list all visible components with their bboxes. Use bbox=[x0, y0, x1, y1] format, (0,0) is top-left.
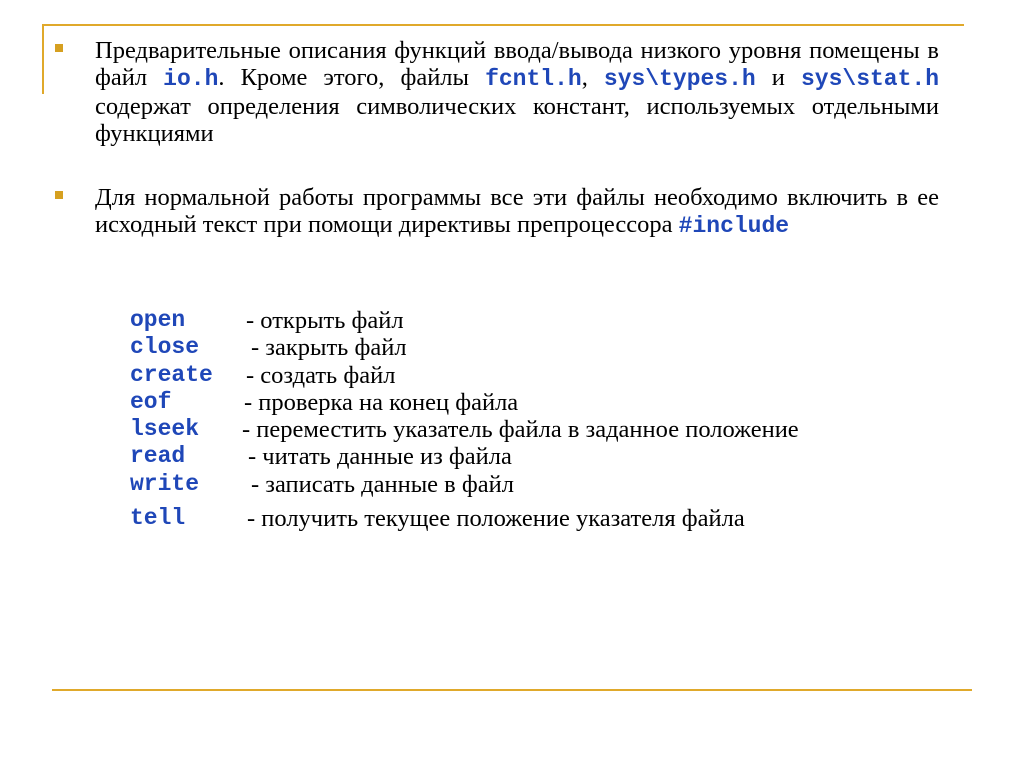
bullet-item-headers bbox=[55, 37, 939, 147]
bullet-text bbox=[95, 37, 939, 147]
function-name: create bbox=[130, 361, 213, 388]
function-row-close bbox=[130, 334, 950, 361]
bottom-divider bbox=[52, 689, 972, 691]
code-sys-types-h: sys\types.h bbox=[603, 66, 756, 92]
code-include: #include bbox=[678, 213, 790, 239]
code-fcntl-h: fcntl.h bbox=[485, 66, 582, 92]
function-description: - проверка на конец файла bbox=[244, 388, 519, 416]
function-description: - переместить указатель файла в заданное положение bbox=[242, 416, 799, 444]
function-name: write bbox=[130, 470, 200, 497]
code-io-h: io.h bbox=[163, 66, 219, 92]
bullet-text bbox=[95, 184, 939, 240]
text-run: Предварительные описания функций ввода/вывода низкого уровня помещены в файл bbox=[95, 37, 939, 91]
text-run: Для нормальной работы программы все эти файлы необходимо включить в ее исходный текст при помощи директивы препроцессора bbox=[95, 184, 939, 238]
function-description: - получить текущее положение указателя файла bbox=[247, 505, 745, 533]
function-list bbox=[130, 307, 950, 532]
function-row-open bbox=[130, 307, 950, 334]
function-row-lseek bbox=[130, 416, 950, 443]
function-row-read bbox=[130, 443, 950, 470]
function-name: open bbox=[130, 307, 186, 333]
text-run: и bbox=[755, 64, 801, 91]
square-bullet-icon bbox=[55, 44, 63, 52]
function-row-create bbox=[130, 362, 950, 389]
left-divider bbox=[42, 24, 44, 94]
function-row-write bbox=[130, 471, 950, 498]
square-bullet-icon bbox=[55, 191, 63, 199]
function-row-eof bbox=[130, 389, 950, 416]
top-divider bbox=[42, 24, 964, 26]
function-name: read bbox=[130, 443, 186, 470]
text-run: , bbox=[581, 64, 604, 91]
function-name: eof bbox=[130, 388, 172, 415]
function-description: - записать данные в файл bbox=[251, 470, 514, 498]
bullet-item-include bbox=[55, 184, 939, 240]
text-run: содержат определения символических констант, используемых отдельными функциями bbox=[95, 93, 939, 147]
function-description: - открыть файл bbox=[246, 307, 404, 334]
function-name: lseek bbox=[130, 416, 200, 443]
code-sys-stat-h: sys\stat.h bbox=[800, 66, 940, 92]
function-description: - читать данные из файла bbox=[248, 443, 512, 471]
text-run: . Кроме этого, файлы bbox=[218, 64, 486, 91]
function-name: tell bbox=[130, 505, 186, 532]
function-row-tell bbox=[130, 505, 950, 532]
function-description: - закрыть файл bbox=[251, 334, 407, 362]
function-name: close bbox=[130, 334, 200, 361]
function-description: - создать файл bbox=[246, 361, 396, 389]
